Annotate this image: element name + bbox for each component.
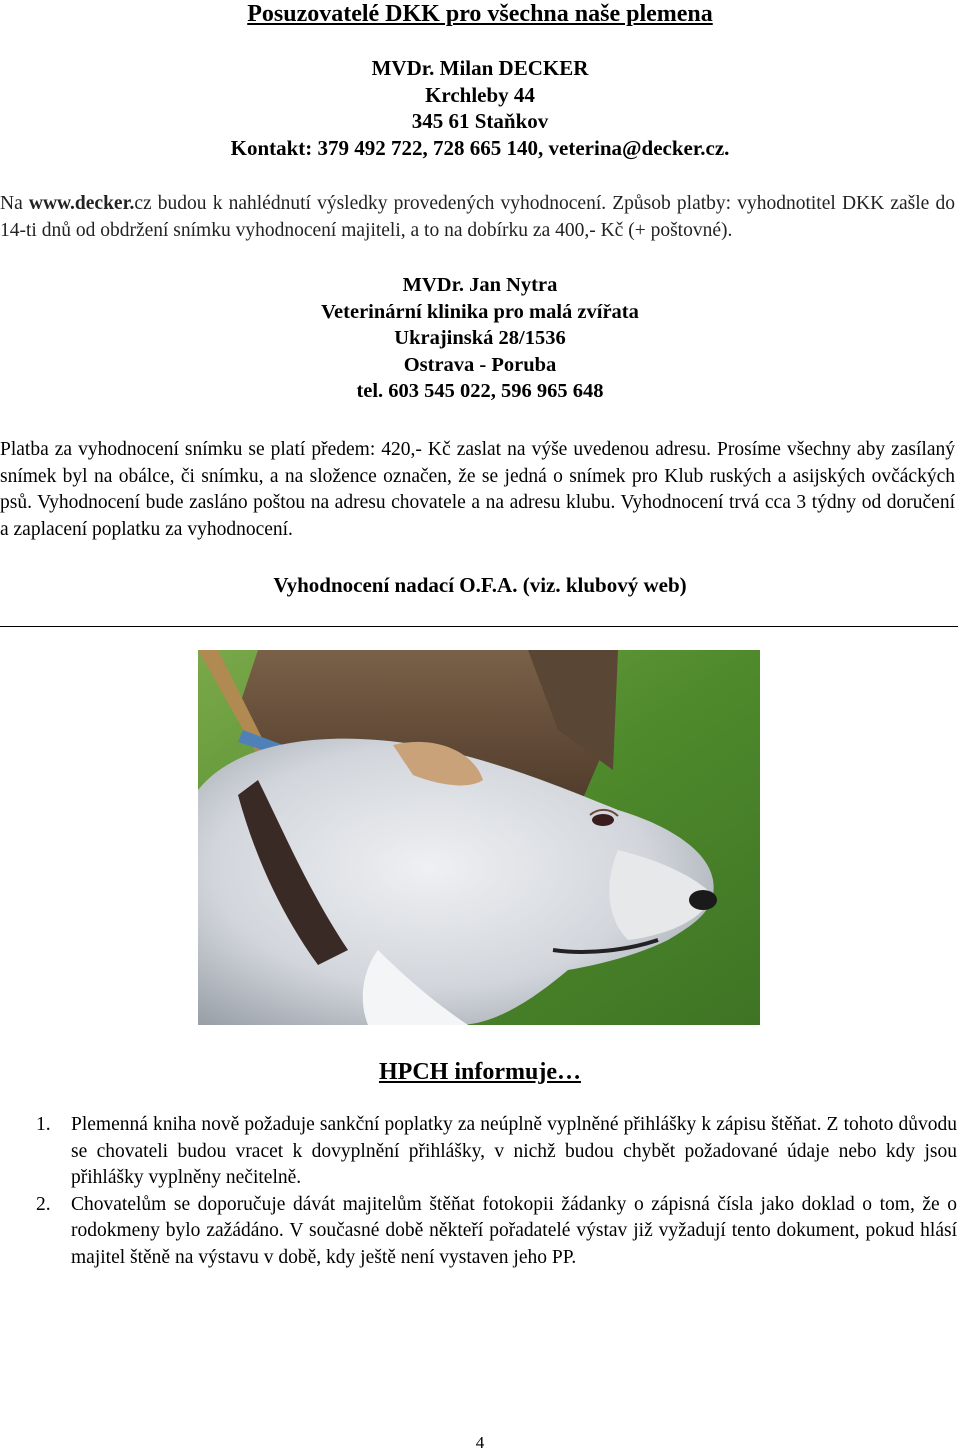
- list-item: [0, 1192, 957, 1272]
- hpch-heading: HPCH informuje…: [379, 1059, 581, 1085]
- dog-photo-illustration: [198, 650, 760, 1025]
- judge1-street: Krchleby 44: [425, 82, 535, 107]
- para1-text: cz budou k nahlédnutí výsledky provedených vyhodnocení. Způsob platby: vyhodnotitel DKK zašle do 14-ti dnů od obdržení snímku vyhodnocení majiteli, a to na dobírku za 400,- Kč (+ poštovné).: [0, 193, 955, 241]
- judge1-name: MVDr. Milan DECKER: [371, 56, 589, 80]
- hpch-list: [0, 1112, 957, 1271]
- list-item-number: 1.: [36, 1114, 51, 1135]
- page-title: Posuzovatelé DKK pro všechna naše plemena: [247, 1, 713, 27]
- horizontal-divider: [0, 626, 958, 627]
- judge2-name: MVDr. Jan Nytra: [402, 274, 558, 296]
- decker-web-link[interactable]: www.decker.: [28, 193, 135, 214]
- judge2-street: Ukrajinská 28/1536: [394, 327, 566, 349]
- payment-paragraph-1: [0, 191, 955, 244]
- judge1-city: 345 61 Staňkov: [411, 109, 549, 133]
- para1-prefix: Na: [0, 193, 29, 214]
- judge2-address: [0, 272, 960, 405]
- list-item-text: Plemenná kniha nově požaduje sankční poplatky za neúplně vyplněné přihlášky k zápisu štěňat. Z tohoto důvodu se chovateli budou vracet k dovyplnění přihlášky, v nichž budou chybět požadované údaje nebo kdy jsou přihlášky vyplněny nečitelně.: [71, 1114, 957, 1188]
- dog-photo: [198, 650, 760, 1025]
- list-item-number: 2.: [36, 1193, 51, 1215]
- list-item: [0, 1112, 957, 1192]
- ofa-note: Vyhodnocení nadací O.F.A. (viz. klubový web): [273, 573, 687, 597]
- judge2-city: Ostrava - Poruba: [403, 353, 557, 376]
- judge2-clinic: Veterinární klinika pro malá zvířata: [321, 300, 639, 323]
- page-number: 4: [475, 1433, 485, 1452]
- list-item-text: Chovatelům se doporučuje dávát majitelům štěňat fotokopii žádanky o zápisná čísla jako doklad o tom, že o rodokmeny bylo zažádáno. V současné době někteří pořadatelé výstav již vyžadují tento dokument, pokud hlásí majitel štěně na výstavu v době, kdy ještě není vystaven jeho PP.: [71, 1193, 957, 1268]
- judge2-phone: tel. 603 545 022, 596 965 648: [356, 380, 604, 402]
- judge1-address: [0, 55, 960, 161]
- payment-paragraph-2: Platba za vyhodnocení snímku se platí předem: 420,- Kč zaslat na výše uvedenou adresu. Prosíme všechny aby zasílaný snímek byl na obálce, či snímku, a na složence označen, že se jedná o snímek pro Klub ruských a asijských ovčáckých psů. Vyhodnocení bude zasláno poštou na adresu chovatele a na adresu klubu. Vyhodnocení trvá cca 3 týdny od doručení a zaplacení poplatku za vyhodnocení.: [0, 439, 955, 540]
- judge1-contact: Kontakt: 379 492 722, 728 665 140, veterina@decker.cz.: [230, 135, 730, 160]
